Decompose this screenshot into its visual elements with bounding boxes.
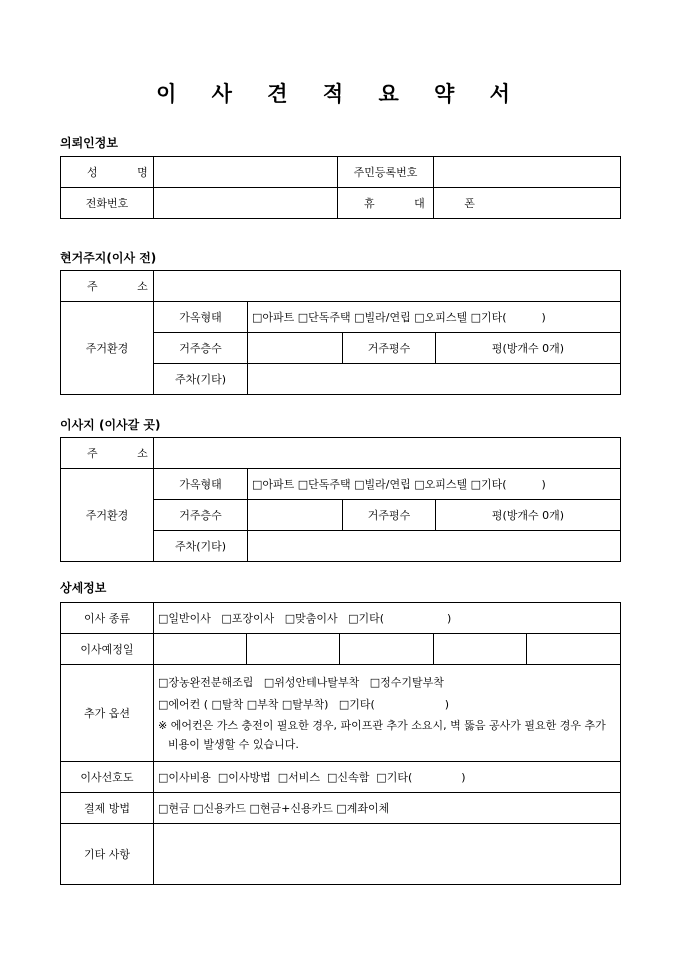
phone-label: 전화번호 [61,188,154,219]
destination-table [60,437,621,562]
destination-parking-field[interactable] [248,531,621,562]
destination-parking-label: 주차(기타) [154,531,248,562]
current-floor-label: 거주층수 [154,333,248,364]
move-type-label: 이사 종류 [61,603,154,634]
destination-section-heading: 이사지 (이사갈 곳) [60,418,161,432]
client-section-heading: 의뢰인정보 [60,136,118,150]
destination-house-type-label: 가옥형태 [154,469,248,500]
destination-env-label: 주거환경 [61,469,154,562]
mobile-label: 휴 대 폰 [338,188,434,219]
destination-area-value[interactable]: 평(방개수 0개) [436,500,621,531]
move-date-label: 이사예정일 [61,634,154,665]
current-area-value[interactable]: 평(방개수 0개) [436,333,621,364]
destination-house-type-options[interactable]: □아파트 □단독주택 □빌라/연립 □오피스텔 □기타( ) [248,469,621,500]
payment-label: 결제 방법 [61,793,154,824]
current-parking-label: 주차(기타) [154,364,248,395]
move-date-field-1[interactable] [154,634,247,665]
current-section-heading: 현거주지(이사 전) [60,251,157,265]
move-date-field-4[interactable] [434,634,527,665]
document-title: 이 사 견 적 요 약 서 [156,81,524,106]
payment-options[interactable]: □현금 □신용카드 □현금+신용카드 □계좌이체 [154,793,621,824]
current-residence-table [60,270,621,395]
destination-floor-label: 거주층수 [154,500,248,531]
extra-options-label: 추가 옵션 [61,665,154,762]
destination-address-label: 주 소 [61,438,154,469]
extra-options-cell[interactable] [154,665,621,762]
current-area-label: 거주평수 [343,333,436,364]
move-date-field-2[interactable] [247,634,340,665]
current-house-type-options[interactable]: □아파트 □단독주택 □빌라/연립 □오피스텔 □기타( ) [248,302,621,333]
etc-label: 기타 사항 [61,824,154,885]
phone-field[interactable] [154,188,338,219]
current-address-label: 주 소 [61,271,154,302]
preference-options[interactable]: □이사비용 □이사방법 □서비스 □신속함 □기타( ) [154,762,621,793]
move-date-field-5[interactable] [527,634,621,665]
current-env-label: 주거환경 [61,302,154,395]
current-house-type-label: 가옥형태 [154,302,248,333]
current-floor-field[interactable] [248,333,343,364]
destination-address-field[interactable] [154,438,621,469]
move-date-field-3[interactable] [340,634,434,665]
name-label: 성 명 [61,157,154,188]
details-table [60,602,621,885]
preference-label: 이사선호도 [61,762,154,793]
aircon-note: ※ 에어컨은 가스 충전이 필요한 경우, 파이프관 추가 소요시, 벽 뚫음 공사가 필요한 경우 추가 비용이 발생할 수 있습니다. [158,719,606,751]
client-table [60,156,621,219]
rrn-label: 주민등록번호 [338,157,434,188]
destination-floor-field[interactable] [248,500,343,531]
etc-field[interactable] [154,824,621,885]
current-parking-field[interactable] [248,364,621,395]
name-field[interactable] [154,157,338,188]
rrn-field[interactable] [434,157,621,188]
move-type-options[interactable]: □일반이사 □포장이사 □맞춤이사 □기타( ) [154,603,621,634]
extra-options-line-1[interactable]: □장농완전분해조립 □위성안테나탈부착 □정수기탈부착 [158,676,444,689]
extra-options-line-2[interactable]: □에어컨 ( □탈착 □부착 □탈부착) □기타( ) [158,698,450,711]
destination-area-label: 거주평수 [343,500,436,531]
details-section-heading: 상세정보 [60,581,107,595]
current-address-field[interactable] [154,271,621,302]
